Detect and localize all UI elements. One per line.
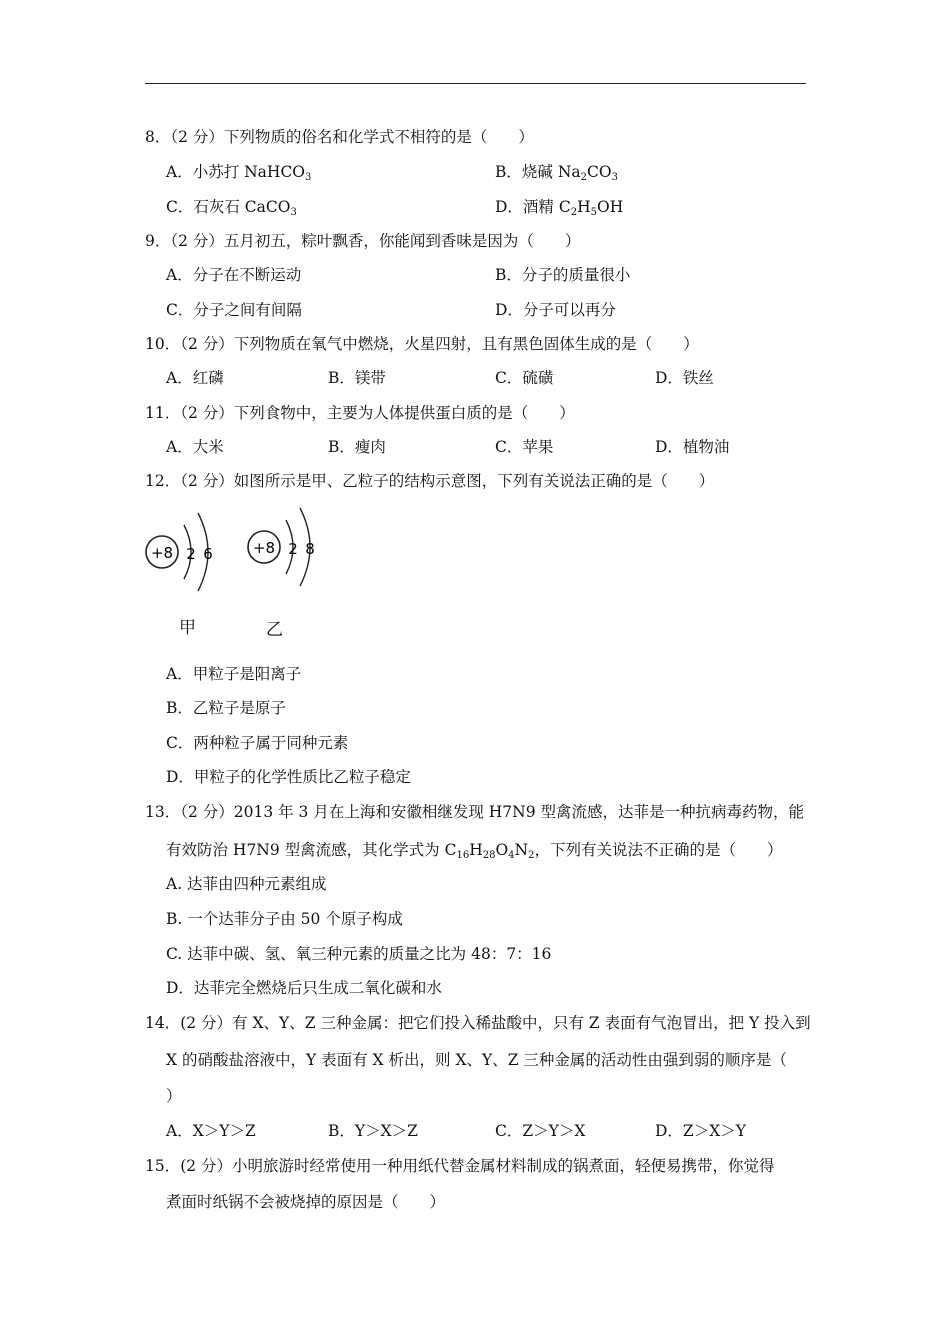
q11-option-d: D．植物油 bbox=[655, 438, 730, 456]
header-rule bbox=[145, 83, 806, 84]
q9-option-c: C．分子之间有间隔 bbox=[166, 301, 302, 319]
q12-stem: 12．（2 分）如图所示是甲、乙粒子的结构示意图，下列有关说法正确的是（ ） bbox=[145, 472, 715, 490]
q10-option-d: D．铁丝 bbox=[655, 369, 714, 387]
q15-stem-line2: 煮面时纸锅不会被烧掉的原因是（ ） bbox=[166, 1193, 446, 1211]
particle-diagrams-svg bbox=[140, 505, 340, 635]
particle-yi bbox=[248, 508, 315, 586]
q12-option-b: B．乙粒子是原子 bbox=[166, 699, 286, 717]
caption-yi: 乙 bbox=[266, 620, 283, 640]
q10-option-b: B．镁带 bbox=[328, 369, 386, 387]
q8-option-c: C．石灰石 CaCO$_3$ bbox=[166, 198, 297, 218]
particle-jia bbox=[146, 513, 213, 591]
q11-option-b: B．瘦肉 bbox=[328, 438, 386, 456]
q10-stem: 10．（2 分）下列物质在氧气中燃烧，火星四射，且有黑色固体生成的是（ ） bbox=[145, 335, 699, 353]
q13-option-b: B. 一个达菲分子由 50 个原子构成 bbox=[166, 910, 403, 928]
q9-option-b: B．分子的质量很小 bbox=[495, 266, 631, 284]
q13-stem-line1: 13．（2 分）2013 年 3 月在上海和安徽相继发现 H7N9 型禽流感，达菲是一种抗病毒药物，能 bbox=[145, 803, 805, 821]
q13-option-a: A. 达菲由四种元素组成 bbox=[166, 875, 327, 893]
q9-option-d: D．分子可以再分 bbox=[495, 301, 616, 319]
q14-stem-line1: 14．(2 分）有 X、Y、Z 三种金属：把它们投入稀盐酸中，只有 Z 表面有气泡冒出，把 Y 投入到 bbox=[145, 1014, 811, 1032]
particle-structure-diagram bbox=[140, 505, 340, 635]
q14-option-a: A．X＞Y＞Z bbox=[166, 1122, 256, 1140]
q9-stem: 9．（2 分）五月初五，粽叶飘香，你能闻到香味是因为（ ） bbox=[145, 232, 581, 250]
caption-jia: 甲 bbox=[179, 618, 196, 638]
q11-option-a: A．大米 bbox=[166, 438, 224, 456]
q12-option-d: D．甲粒子的化学性质比乙粒子稳定 bbox=[166, 768, 411, 786]
q14-option-d: D．Z＞X＞Y bbox=[655, 1122, 746, 1140]
q13-stem-line2: 有效防治 H7N9 型禽流感，其化学式为 $C_{16}H_{28}O_4N_2$，下列有关说法不正确的是（ ） bbox=[166, 841, 783, 861]
q8-stem: 8．（2 分）下列物质的俗名和化学式不相符的是（ ） bbox=[145, 128, 534, 146]
q13-option-c: C. 达菲中碳、氢、氧三种元素的质量之比为 48：7：16 bbox=[166, 945, 552, 963]
shell2-electrons-yi: 8 bbox=[305, 540, 315, 558]
q8-option-d: D．酒精 $C_2H_5OH$ bbox=[495, 198, 624, 218]
q8-option-b: B．烧碱 $Na_2CO_3$ bbox=[495, 163, 618, 183]
q8-option-a: A．小苏打 NaHCO$_3$ bbox=[166, 163, 312, 183]
q14-option-c: C．Z＞Y＞X bbox=[495, 1122, 586, 1140]
shell1-electrons-jia: 2 bbox=[186, 545, 196, 563]
q10-option-c: C．硫磺 bbox=[495, 369, 554, 387]
q14-option-b: B．Y＞X＞Z bbox=[328, 1122, 418, 1140]
shell1-electrons-yi: 2 bbox=[288, 540, 298, 558]
q11-stem: 11．（2 分）下列食物中，主要为人体提供蛋白质的是（ ） bbox=[145, 404, 575, 422]
q15-stem-line1: 15．(2 分）小明旅游时经常使用一种用纸代替金属材料制成的锅煮面，轻便易携带，你觉得 bbox=[145, 1157, 775, 1175]
q14-stem-line3: ） bbox=[166, 1087, 182, 1105]
q13-option-d: D．达菲完全燃烧后只生成二氧化碳和水 bbox=[166, 979, 442, 997]
nucleus-charge-yi: +8 bbox=[252, 539, 276, 557]
shell2-electrons-jia: 6 bbox=[203, 545, 213, 563]
q11-option-c: C．苹果 bbox=[495, 438, 554, 456]
q10-option-a: A．红磷 bbox=[166, 369, 224, 387]
q14-stem-line2: X 的硝酸盐溶液中，Y 表面有 X 析出，则 X、Y、Z 三种金属的活动性由强到弱的顺序是（ bbox=[166, 1051, 787, 1069]
q12-option-a: A．甲粒子是阳离子 bbox=[166, 665, 302, 683]
q12-option-c: C．两种粒子属于同种元素 bbox=[166, 734, 349, 752]
q9-option-a: A．分子在不断运动 bbox=[166, 266, 302, 284]
nucleus-charge-jia: +8 bbox=[150, 544, 174, 562]
